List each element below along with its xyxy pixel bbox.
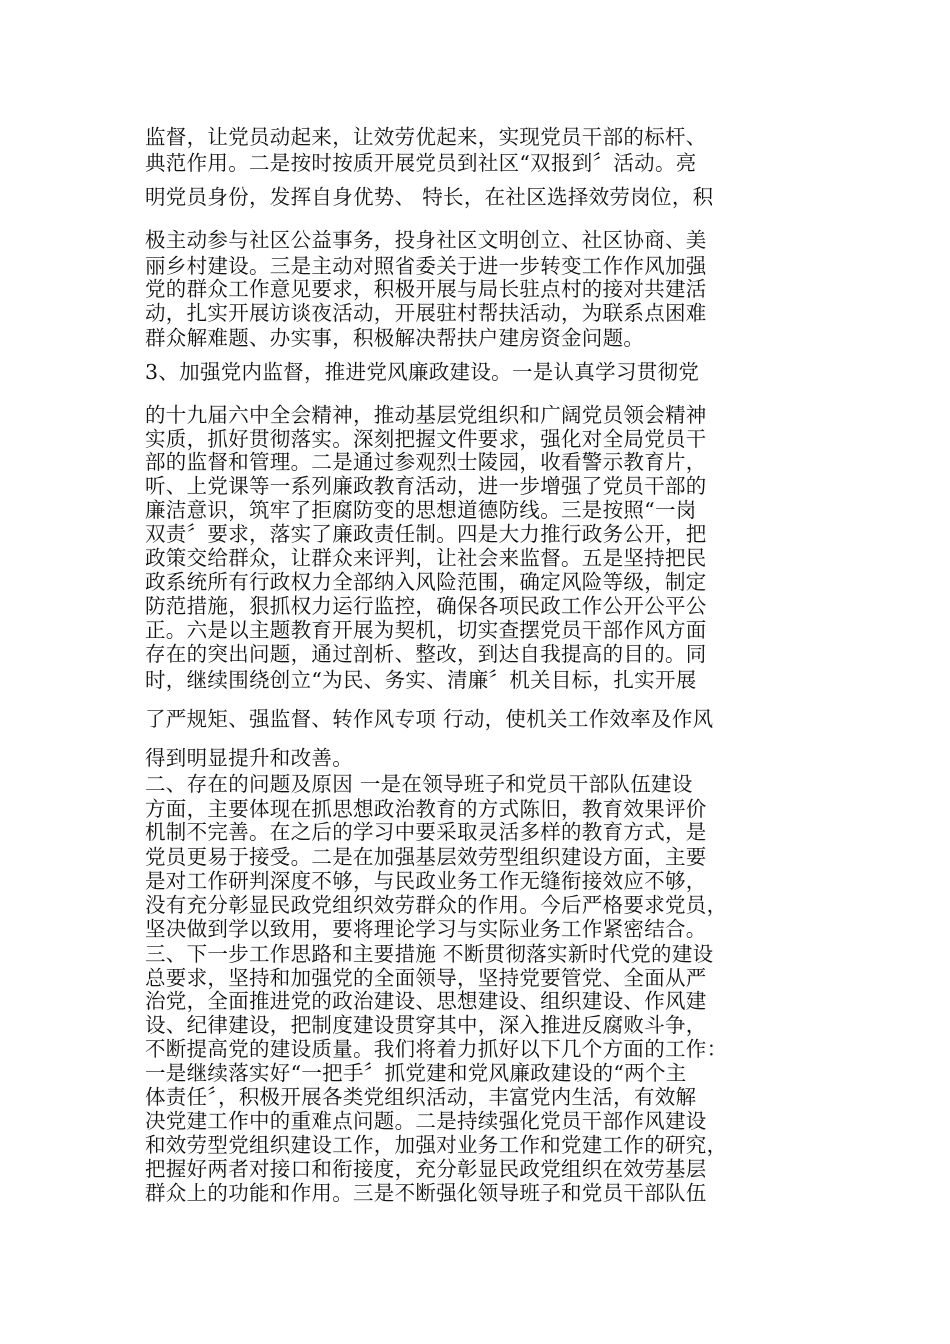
text-line: 二、存在的问题及原因 一是在领导班子和党员干部队伍建设 xyxy=(145,772,693,796)
text-line: 和效劳型党组织建设工作，加强对业务工作和党建工作的研究， xyxy=(145,1133,728,1157)
text-line: 了严规矩、强监督、转作风专项 行动，使机关工作效率及作风 xyxy=(145,707,714,731)
text-line: 政系统所有行政权力全部纳入风险范围，确定风险等级，制定 xyxy=(145,570,707,594)
text-line: 丽乡村建设。三是主动对照省委关于进一步转变工作作风加强 xyxy=(145,254,707,278)
text-line: 监督，让党员动起来，让效劳优起来，实现党员干部的标杆、 xyxy=(145,125,707,149)
text-line: 典范作用。二是按时按质开展党员到社区“双报到〞活动。亮 xyxy=(145,151,697,175)
text-line: 三、下一步工作思路和主要措施 不断贯彻落实新时代党的建设 xyxy=(145,942,714,966)
text-line: 治党，全面推进党的政治建设、思想建设、组织建设、作风建 xyxy=(145,989,707,1013)
text-line: 正。六是以主题教育开展为契机，切实查摆党员干部作风方面 xyxy=(145,618,707,642)
text-line: 的十九届六中全会精神，推动基层党组织和广阔党员领会精神 xyxy=(145,403,707,427)
text-line: 部的监督和管理。二是通过参观烈士陵园，收看警示教育片， xyxy=(145,450,707,474)
text-line: 党员更易于接受。二是在加强基层效劳型组织建设方面，主要 xyxy=(145,845,707,869)
text-line: 一是继续落实好“一把手〞抓党建和党风廉政建设的“两个主 xyxy=(145,1061,687,1085)
text-line: 动，扎实开展访谈夜活动，开展驻村帮扶活动，为联系点困难 xyxy=(145,301,707,325)
text-line: 群众解难题、办实事，积极解决帮扶户建房资金问题。 xyxy=(145,326,645,350)
text-line: 机制不完善。在之后的学习中要采取灵活多样的教育方式，是 xyxy=(145,820,707,844)
text-line: 把握好两者对接口和衔接度，充分彰显民政党组织在效劳基层 xyxy=(145,1157,707,1181)
text-line: 实质，抓好贯彻落实。深刻把握文件要求，强化对全局党员干 xyxy=(145,427,707,451)
text-line: 方面，主要体现在抓思想政治教育的方式陈旧，教育效果评价 xyxy=(145,797,707,821)
text-line: 没有充分彰显民政党组织效劳群众的作用。今后严格要求党员， xyxy=(145,893,728,917)
text-line: 听、上党课等一系列廉政教育活动，进一步增强了党员干部的 xyxy=(145,474,707,498)
text-line: 极主动参与社区公益事务，投身社区文明创立、社区协商、美 xyxy=(145,228,707,252)
text-line: 决党建工作中的重难点问题。二是持续强化党员干部作风建设 xyxy=(145,1109,707,1133)
text-line: 政策交给群众，让群众来评判，让社会来监督。五是坚持把民 xyxy=(145,546,707,570)
text-line: 防范措施，狠抓权力运行监控，确保各项民政工作公开公平公 xyxy=(145,594,707,618)
text-line: 总要求，坚持和加强党的全面领导，坚持党要管党、全面从严 xyxy=(145,966,707,990)
text-line: 体责任〞，积极开展各类党组织活动，丰富党内生活，有效解 xyxy=(145,1085,697,1109)
text-line: 设、纪律建设，把制度建设贯穿其中，深入推进反腐败斗争， xyxy=(145,1013,707,1037)
text-line: 党的群众工作意见要求，积极开展与局长驻点村的接对共建活 xyxy=(145,277,707,301)
text-line: 双责〞要求，落实了廉政责任制。四是大力推行政务公开，把 xyxy=(145,522,707,546)
text-line: 廉洁意识，筑牢了拒腐防变的思想道德防线。三是按照“一岗 xyxy=(145,498,697,522)
text-line: 时，继续围绕创立“为民、务实、清廉〞机关目标，扎实开展 xyxy=(145,668,697,692)
text-line: 存在的突出问题，通过剖析、整改，到达自我提高的目的。同 xyxy=(145,642,707,666)
text-line: 得到明显提升和改善。 xyxy=(145,746,353,770)
text-line: 不断提高党的建设质量。我们将着力抓好以下几个方面的工作： xyxy=(145,1037,728,1061)
text-line: 是对工作研判深度不够，与民政业务工作无缝衔接效应不够， xyxy=(145,869,707,893)
text-line: 明党员身份，发挥自身优势、 特长，在社区选择效劳岗位，积 xyxy=(145,185,714,209)
text-line: 坚决做到学以致用，要将理论学习与实际业务工作紧密结合。 xyxy=(145,917,707,941)
text-line: 群众上的功能和作用。三是不断强化领导班子和党员干部队伍 xyxy=(145,1181,707,1205)
text-line: 3、加强党内监督，推进党风廉政建设。一是认真学习贯彻党 xyxy=(145,360,700,384)
